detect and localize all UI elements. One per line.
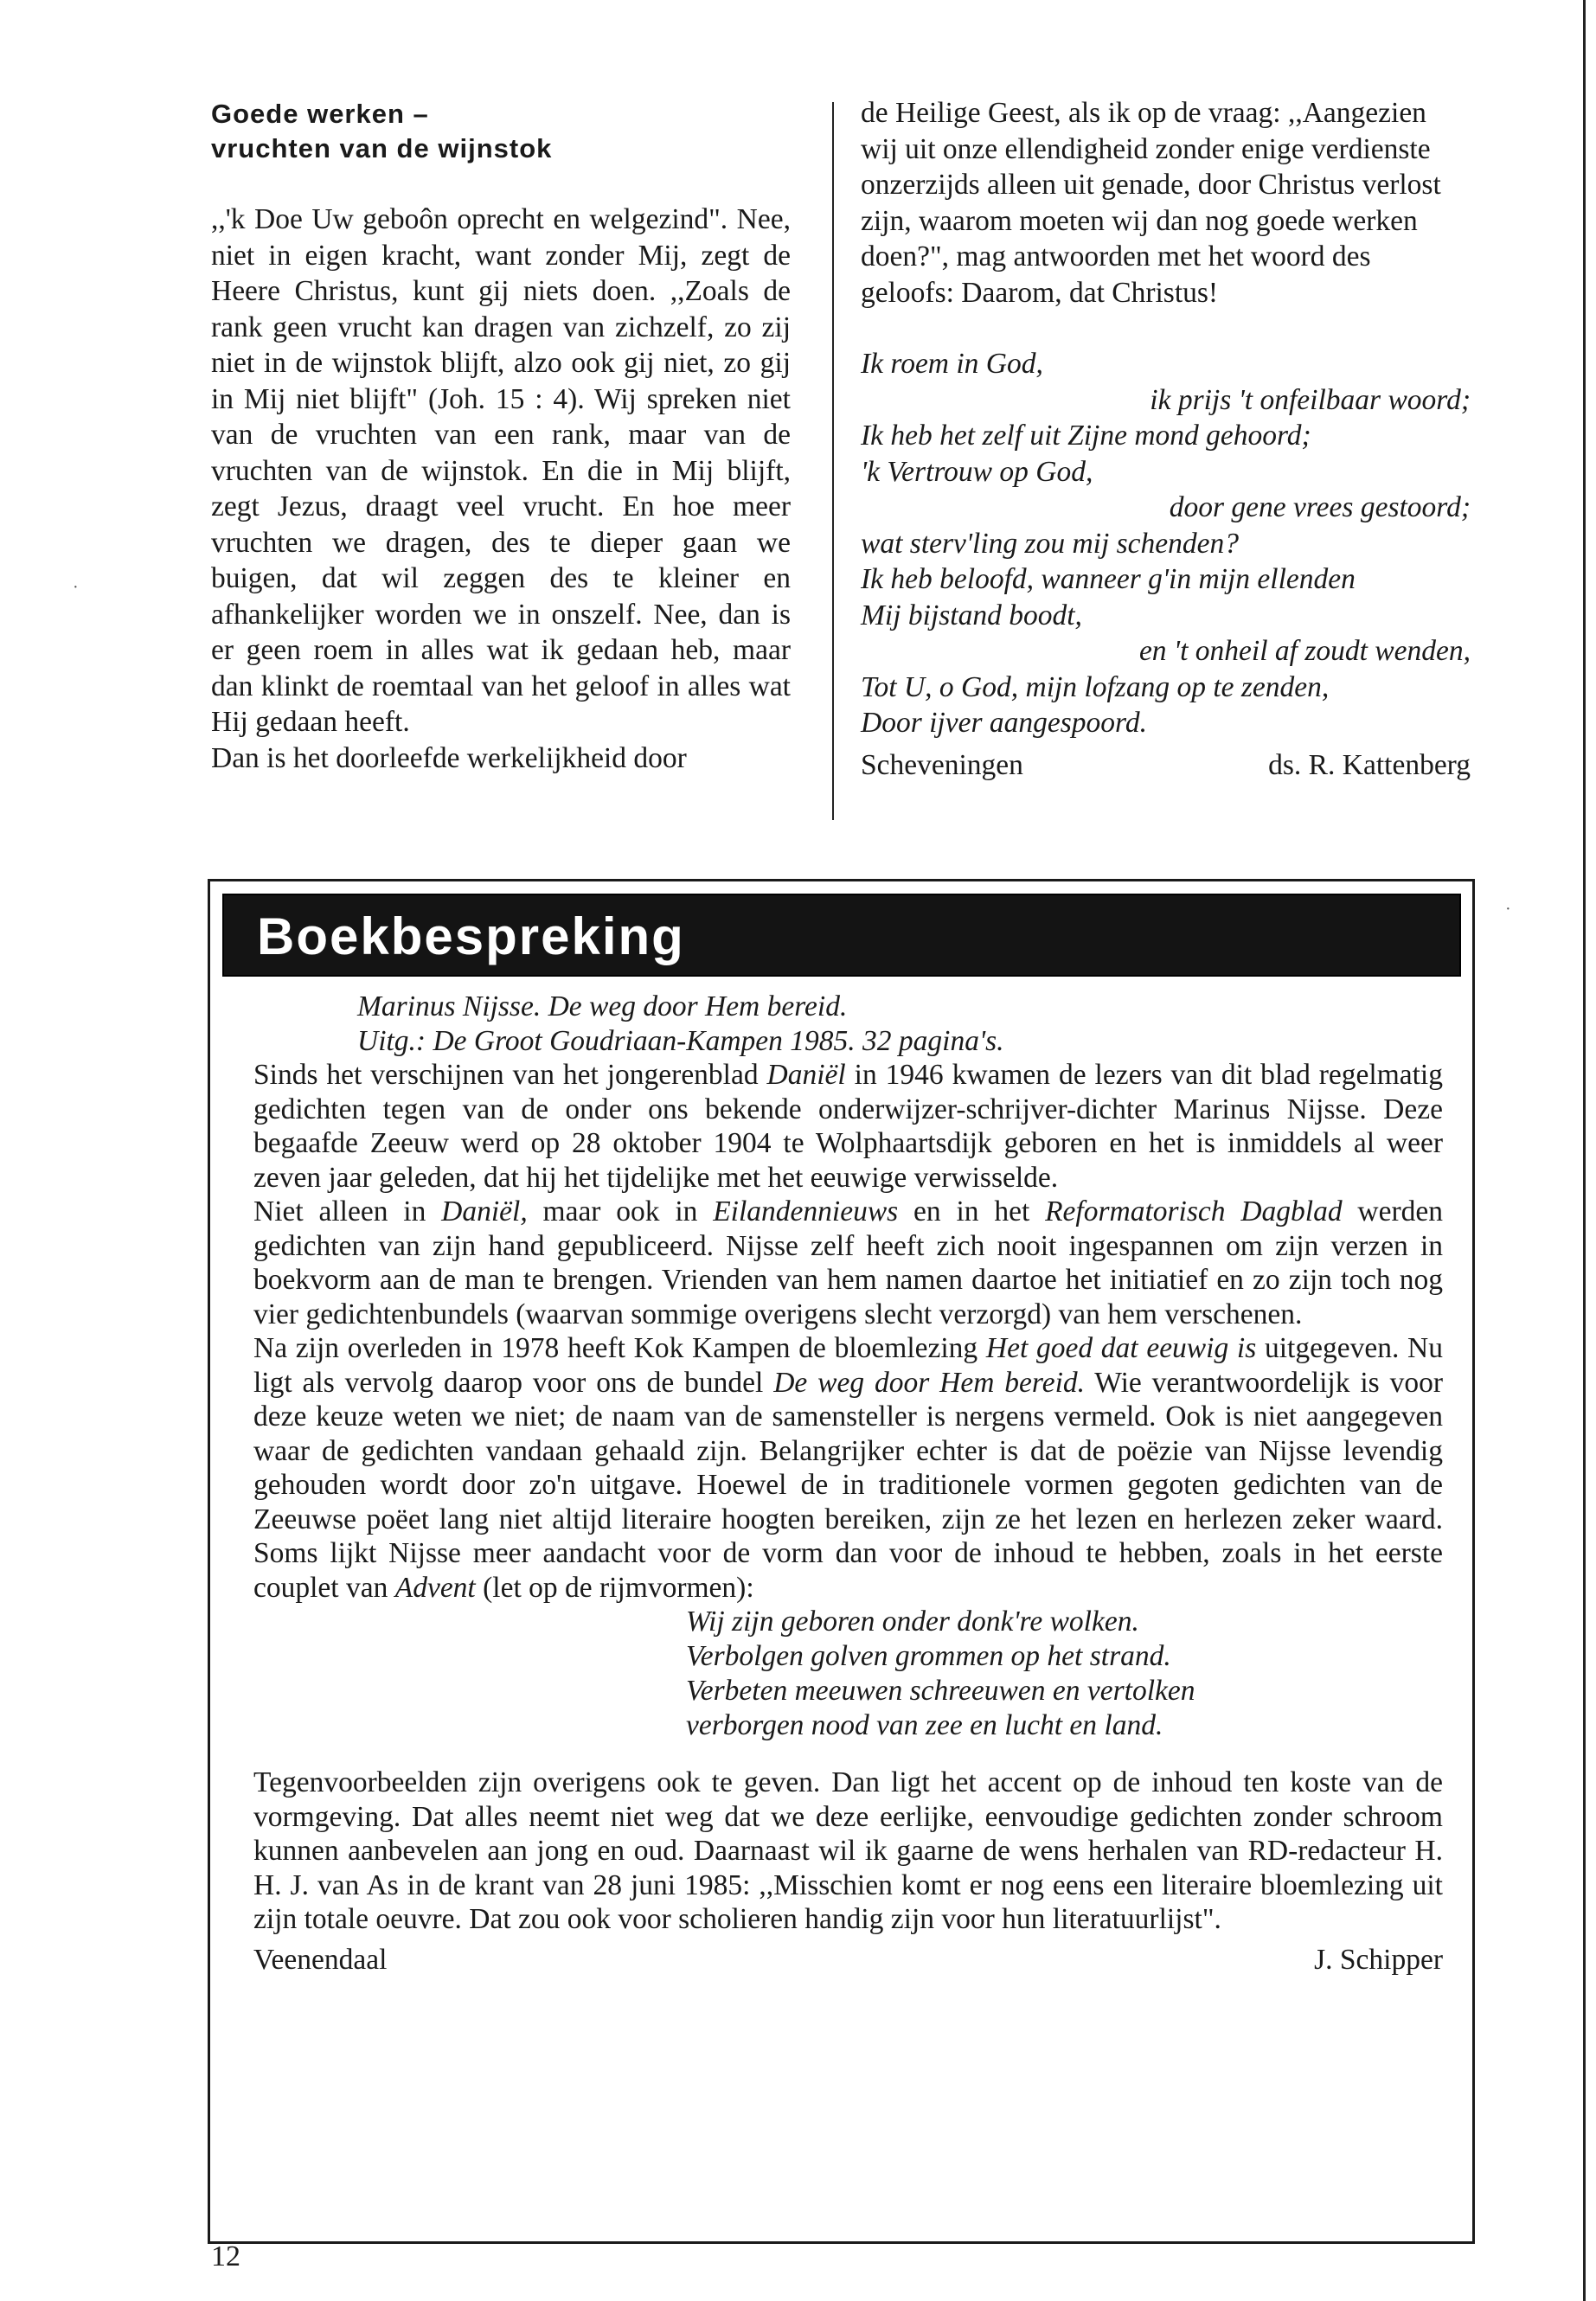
poem-line: Mij bijstand boodt, xyxy=(861,599,1082,631)
poem-line: Wij zijn geboren onder donk're wolken. xyxy=(686,1606,1139,1638)
review-paragraph-1 xyxy=(253,1058,1443,1195)
text-run: (let op de rijmvormen): xyxy=(475,1571,754,1604)
review-signature xyxy=(253,1943,1443,1977)
poem-line: Door ijver aangespoord. xyxy=(861,707,1147,739)
text-run: Niet alleen in xyxy=(253,1195,442,1227)
poem-line: ik prijs 't onfeilbaar woord; xyxy=(1150,383,1471,416)
italic-title: Reformatorisch Dagblad xyxy=(1045,1195,1343,1227)
text-run: Na zijn overleden in 1978 heeft Kok Kampen de bloemlezing xyxy=(253,1332,986,1364)
review-banner-title: Boekbespreking xyxy=(257,907,685,965)
poem-line: Verbeten meeuwen schreeuwen en vertolken xyxy=(686,1675,1195,1707)
page-number: 12 xyxy=(211,2240,240,2272)
article-paragraph-continued: Dan is het doorleefde werkelijkheid door xyxy=(211,741,687,774)
review-place: Veenendaal xyxy=(253,1943,388,1976)
poem-line: Tot U, o God, mijn lofzang op te zenden, xyxy=(861,670,1330,703)
poem-line: Ik heb het zelf uit Zijne mond gehoord; xyxy=(861,420,1311,452)
poem-line: 'k Vertrouw op God, xyxy=(861,455,1093,488)
scan-speck: · xyxy=(1505,900,1511,919)
article-left-column xyxy=(211,97,791,776)
review-paragraph-4: Tegenvoorbeelden zijn overigens ook te geven. Dan ligt het accent op de inhoud ten koste van de vormgeving. Dat alles neemt niet weg dat we deze eerlijke, eenvoudige gedichten zonder schroom kunnen aanbevelen aan jong en oud. Daarnaast wil ik gaarne de wens herhalen van RD-redacteur H. H. J. van As in de krant van 28 juni 1985: ,,Misschien komt er nog eens een literaire bloemlezing uit zijn totale oeuvre. Dat zou ook voor scholieren handig zijn voor hun literatuurlijst". xyxy=(253,1766,1443,1935)
poem-line: wat sterv'ling zou mij schenden? xyxy=(861,527,1240,560)
text-run: uitgegeven. Nu ligt als vervolg daarop voor ons de bundel xyxy=(253,1332,1443,1399)
book-reference xyxy=(357,990,1443,1058)
book-publisher-line: Uitg.: De Groot Goudriaan-Kampen 1985. 32 pagina's. xyxy=(357,1024,1004,1057)
text-run: in 1946 kwamen de lezers van dit blad regelmatig gedichten tegen van de onder ons bekende onderwijzer-schrijver-dichter Marinus Nijsse. Deze begaafde Zeeuw werd op 28 oktober 1904 te Wolphaartsdijk geboren en het is inmiddels al weer zeven jaar geleden, dat hij het tijdelijke met het eeuwige verwisselde. xyxy=(253,1059,1443,1194)
scan-speck: · xyxy=(73,578,79,597)
review-body xyxy=(253,990,1443,1977)
poem-line: verborgen nood van zee en lucht en land. xyxy=(686,1709,1163,1741)
column-divider xyxy=(832,102,834,820)
text-run: Sinds het verschijnen van het jongerenblad xyxy=(253,1059,767,1091)
poem-line: en 't onheil af zoudt wenden, xyxy=(1138,635,1471,667)
italic-title: Advent xyxy=(394,1571,476,1604)
article-paragraph: ,,'k Doe Uw geboôn oprecht en welgezind". Nee, niet in eigen kracht, want zonder Mij, zegt de Heere Christus, kunt gij niets doen. ,,Zoals de rank geen vrucht kan dragen van zichzelf, zo zij niet in de wijnstok blijft, alzo ook gij niet, zo gij in Mij niet blijft" (Joh. 15 : 4). Wij spreken niet van de vruchten van een rank, maar van de vruchten van de wijnstok. En die in Mij blijft, zegt Jezus, draagt veel vrucht. En hoe meer vruchten we dragen, des te dieper gaan we buigen, dat wil zeggen des te kleiner en afhankelijker worden we in onszelf. Nee, dan is er geen roem in alles wat ik gedaan heb, maar dan klinkt de roemtaal van het geloof in alles wat Hij gedaan heeft. xyxy=(211,203,791,738)
poem-line: Ik heb beloofd, wanneer g'in mijn ellenden xyxy=(861,563,1356,595)
page-edge-line xyxy=(1583,0,1586,2301)
poem-line: door gene vrees gestoord; xyxy=(1169,491,1471,523)
article-place: Scheveningen xyxy=(861,748,1023,781)
article-author: ds. R. Kattenberg xyxy=(1268,748,1471,781)
heading-line-1: Goede werken – xyxy=(211,99,429,129)
review-author: J. Schipper xyxy=(1314,1943,1443,1976)
poem-line: Verbolgen golven grommen op het strand. xyxy=(686,1640,1171,1672)
review-banner xyxy=(222,894,1461,977)
italic-title: Het goed dat eeuwig is xyxy=(985,1332,1257,1364)
book-title-line: Marinus Nijsse. De weg door Hem bereid. xyxy=(357,990,848,1022)
poem-line: Ik roem in God, xyxy=(861,348,1043,380)
italic-title: De weg door Hem bereid. xyxy=(773,1366,1086,1399)
advent-poem xyxy=(686,1605,1443,1743)
article-signature xyxy=(861,747,1471,784)
book-review-box xyxy=(208,879,1475,2244)
review-paragraph-3 xyxy=(253,1331,1443,1605)
article-paragraph: de Heilige Geest, als ik op de vraag: ,,Aangezien wij uit onze ellendigheid zonder enige verdienste onzerzijds alleen uit genade, door Christus verlost zijn, waarom moeten wij dan nog goede werken doen?", mag antwoorden met het woord des geloofs: Daarom, dat Christus! xyxy=(861,97,1441,309)
psalm-poem xyxy=(861,346,1471,741)
italic-title: Daniël, xyxy=(441,1195,528,1227)
text-run: en in het xyxy=(898,1195,1046,1227)
article-heading xyxy=(211,97,791,166)
text-run: werden gedichten van zijn hand gepubliceerd. Nijsse zelf heeft zich nooit ingespannen om zijn verzen in boekvorm aan de man te brengen. Vrienden van hem namen daartoe het initiatief en zo zijn toch nog vier gedichtenbundels (waarvan sommige overigens slecht verzorgd) van hem verschenen. xyxy=(253,1195,1443,1330)
italic-title: Daniël xyxy=(766,1059,846,1091)
text-run: Wie verantwoordelijk is voor deze keuze weten we niet; de naam van de samensteller is nergens vermeld. Ook is niet aangegeven waar de gedichten vandaan gehaald zijn. Belangrijker echter is dat de poëzie van Nijsse levendig gehouden wordt door zo'n uitgave. Hoewel de in traditionele vormen gegoten gedichten van de Zeeuwse poëet lang niet altijd literaire hoogten bereiken, zijn ze het lezen en herlezen zeker waard. Soms lijkt Nijsse meer aandacht voor de vorm dan voor de inhoud te hebben, zoals in het eerste couplet van xyxy=(253,1366,1443,1604)
heading-line-2: vruchten van de wijnstok xyxy=(211,133,553,163)
review-paragraph-2 xyxy=(253,1195,1443,1331)
text-run: maar ook in xyxy=(527,1195,714,1227)
article-right-column xyxy=(861,97,1471,783)
italic-title: Eilandennieuws xyxy=(713,1195,899,1227)
